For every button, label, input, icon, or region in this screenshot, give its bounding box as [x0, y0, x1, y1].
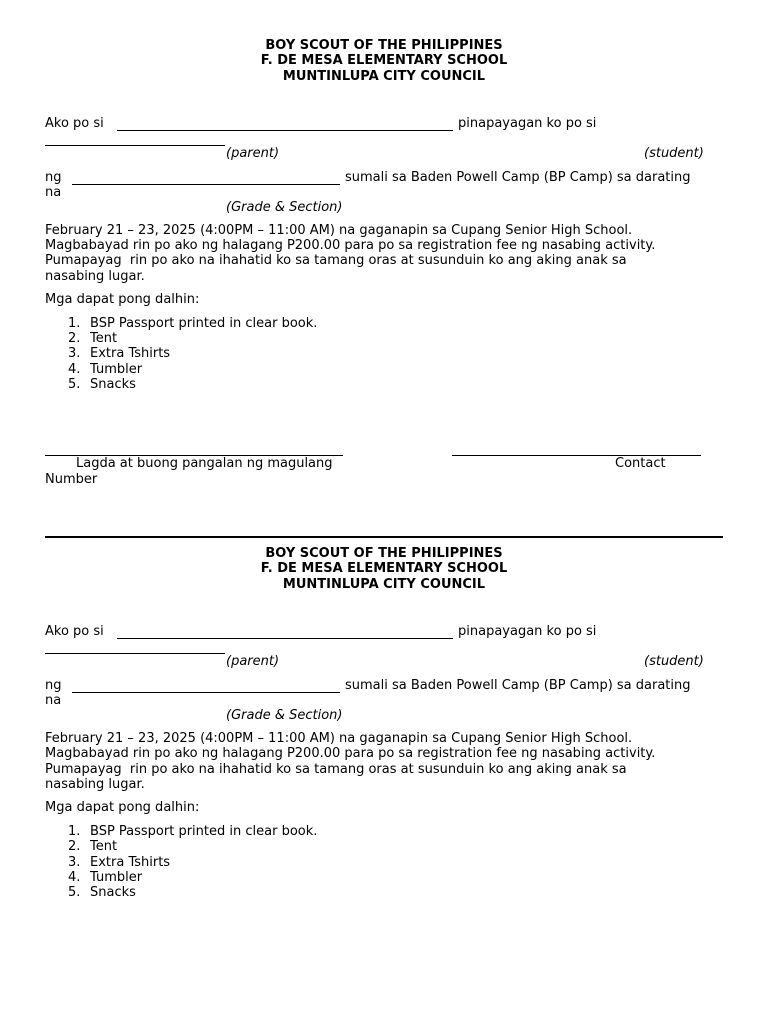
student-name-blank[interactable] — [45, 653, 225, 654]
list-item: Snacks — [90, 885, 136, 900]
grade-section-blank[interactable] — [72, 184, 340, 185]
list-number: 1. — [68, 824, 81, 839]
dalhin-label: Mga dapat pong dalhin: — [45, 800, 200, 815]
list-number: 1. — [68, 316, 81, 331]
council-title: MUNTINLUPA CITY COUNCIL — [282, 577, 486, 592]
paragraph-line: Magbabayad rin po ako ng halagang P200.00 para po sa registration fee ng nasabing activity. — [45, 238, 656, 253]
ng-label: ng — [45, 170, 62, 185]
parent-caption: (parent) — [226, 654, 280, 669]
paragraph-line: February 21 – 23, 2025 (4:00PM – 11:00 AM) na gaganapin sa Cupang Senior High School. — [45, 731, 633, 746]
signature-caption: Lagda at buong pangalan ng magulang — [76, 456, 333, 471]
pinapayagan-label: pinapayagan ko po si — [458, 624, 597, 639]
list-number: 2. — [68, 839, 81, 854]
list-item: Tumbler — [90, 362, 143, 377]
paragraph-line: nasabing lugar. — [45, 269, 145, 284]
list-item: Extra Tshirts — [90, 855, 171, 870]
number-caption: Number — [45, 472, 98, 487]
paragraph-line: Pumapayag rin po ako na ihahatid ko sa tamang oras at susunduin ko ang aking anak sa — [45, 762, 627, 777]
list-number: 4. — [68, 870, 81, 885]
list-item: Tent — [90, 331, 118, 346]
list-item: Tumbler — [90, 870, 143, 885]
list-item: Tent — [90, 839, 118, 854]
grade-caption: (Grade & Section) — [226, 708, 343, 723]
parent-name-blank[interactable] — [117, 638, 453, 639]
paragraph-line: nasabing lugar. — [45, 777, 145, 792]
paragraph-line: Magbabayad rin po ako ng halagang P200.00 para po sa registration fee ng nasabing activity. — [45, 746, 656, 761]
cut-divider — [45, 536, 723, 538]
list-number: 3. — [68, 855, 81, 870]
list-number: 2. — [68, 331, 81, 346]
parent-name-blank[interactable] — [117, 130, 453, 131]
parent-caption: (parent) — [226, 146, 280, 161]
ako-label: Ako po si — [45, 624, 104, 639]
list-item: Extra Tshirts — [90, 346, 171, 361]
list-number: 3. — [68, 346, 81, 361]
list-number: 5. — [68, 377, 81, 392]
dalhin-label: Mga dapat pong dalhin: — [45, 292, 200, 307]
sumali-text: sumali sa Baden Powell Camp (BP Camp) sa darating — [345, 170, 691, 185]
ng-label: ng — [45, 678, 62, 693]
list-item: BSP Passport printed in clear book. — [90, 824, 318, 839]
na-text: na — [45, 185, 62, 200]
student-name-blank[interactable] — [45, 145, 225, 146]
sumali-text: sumali sa Baden Powell Camp (BP Camp) sa darating — [345, 678, 691, 693]
school-title: F. DE MESA ELEMENTARY SCHOOL — [260, 53, 508, 68]
student-caption: (student) — [644, 146, 704, 161]
paragraph-line: Pumapayag rin po ako na ihahatid ko sa tamang oras at susunduin ko ang aking anak sa — [45, 253, 627, 268]
paragraph-line: February 21 – 23, 2025 (4:00PM – 11:00 AM) na gaganapin sa Cupang Senior High School. — [45, 223, 633, 238]
ako-label: Ako po si — [45, 116, 104, 131]
grade-caption: (Grade & Section) — [226, 200, 343, 215]
na-text: na — [45, 693, 62, 708]
list-number: 5. — [68, 885, 81, 900]
school-title: F. DE MESA ELEMENTARY SCHOOL — [260, 561, 508, 576]
council-title: MUNTINLUPA CITY COUNCIL — [282, 69, 486, 84]
list-item: BSP Passport printed in clear book. — [90, 316, 318, 331]
list-number: 4. — [68, 362, 81, 377]
grade-section-blank[interactable] — [72, 692, 340, 693]
org-title: BOY SCOUT OF THE PHILIPPINES — [265, 38, 503, 53]
list-item: Snacks — [90, 377, 136, 392]
pinapayagan-label: pinapayagan ko po si — [458, 116, 597, 131]
student-caption: (student) — [644, 654, 704, 669]
contact-caption: Contact — [615, 456, 666, 471]
org-title: BOY SCOUT OF THE PHILIPPINES — [265, 546, 503, 561]
